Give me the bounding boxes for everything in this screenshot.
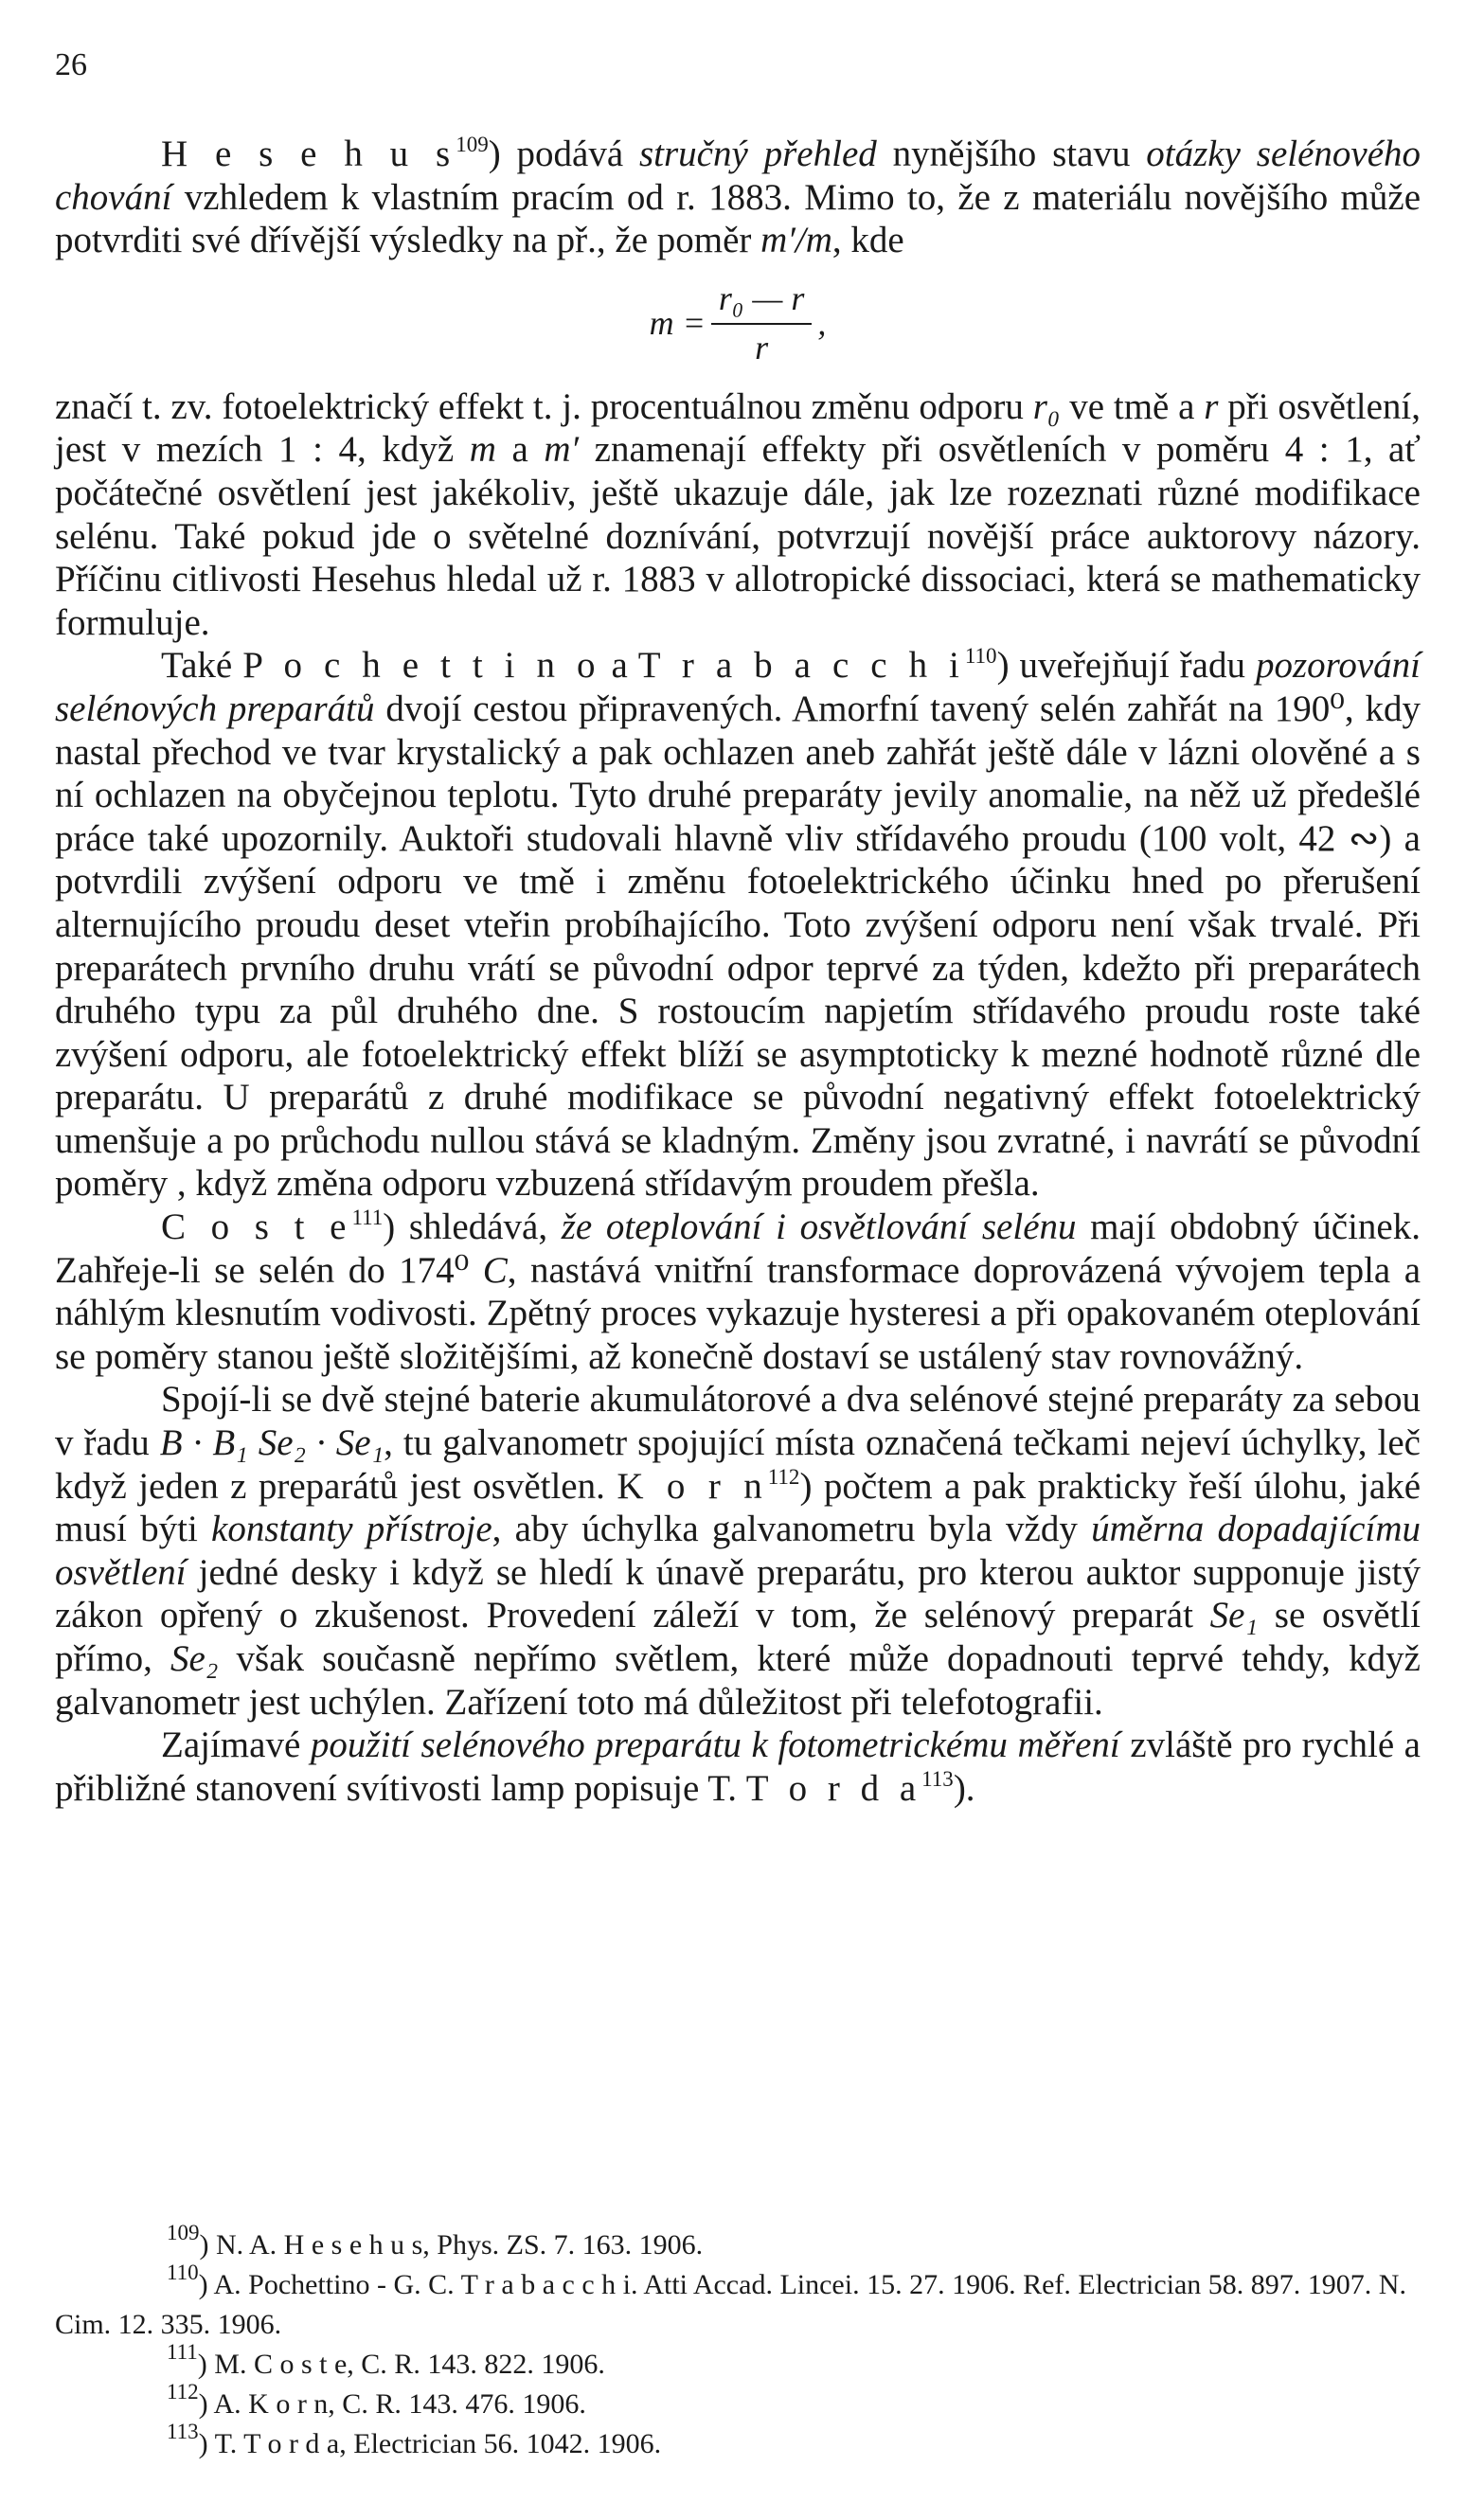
footnote: $^{111}$) M. C o s t e, C. R. 143. 822. 1906. (167, 2340, 605, 2380)
footnote-ref: 113 (921, 1766, 954, 1791)
author-name: H e s e h u s (161, 134, 456, 174)
footnote: $^{110}$) A. Pochettino - G. C. T r a b a c c h i. Atti Accad. Lincei. 15. 27. 1906. Ref. Electrician 58. 897. 1907. N. Cim. 12. 335. 1906. (55, 2261, 1406, 2340)
page-number: 26 (55, 47, 87, 82)
fraction (711, 277, 813, 369)
paragraph-hesehus: H e s e h u $s^{109}$) podává stručný přehled nynějšího stavu otázky selénového chování vzhledem k vlastním pracím od r. 1883. Mimo to, že z materiálu novějšího může potvrditi své dřívější výsledky na př., že poměr m′/m, kde (55, 133, 1421, 261)
author-name: K o r n (617, 1465, 768, 1507)
fraction-denominator: r (755, 328, 769, 366)
footnote-ref: 110 (964, 644, 997, 669)
paragraph-coste: C o s t $e^{111}$) shledává, že oteplování i osvětlování selénu mají obdobný účinek. Zahřeje-li se selén do 174⁰ C, nastává vnitřní transformace doprovázená vývojem tepla a náhlým klesnutím vodivosti. Zpětný proces vykazuje hysteresi a při opakovaném oteplování se poměry stanou ještě složitějšími, až konečně dostaví se ustálený stav rovnovážný. (55, 1206, 1421, 1377)
footnote: $^{113}$) T. T o r d a, Electrician 56. 1042. 1906. (167, 2420, 662, 2459)
paragraph-torda: Zajímavé použití selénového preparátu k fotometrickému měření zvláště pro rychlé a přibližné stanovení svítivosti lamp popisuje T. T o r d $a^{113}$). (55, 1725, 1421, 1809)
fraction-numerator: r₀ — r (711, 277, 813, 325)
paragraph-after-formula: značí t. zv. fotoelektrický effekt t. j. procentuálnou změnu odporu r₀ ve tmě a r při osvětlení, jest v mezích 1 : 4, když m a m′ znamenají effekty při osvětleních v poměru 4 : 1, ať počátečné osvětlení jest jakékoliv, ještě ukazuje dále, jak lze rozeznati různé modifikace selénu. Také pokud jde o světelné doznívání, potvrzují novější práce auktorovy názory. Příčinu citlivosti Hesehus hledal už r. 1883 v allotropické dissociaci, která se mathematicky formuluje. (55, 385, 1421, 643)
footnote: $^{112}$) A. K o r n, C. R. 143. 476. 1906. (167, 2380, 586, 2420)
author-name: T o r d a (745, 1767, 922, 1809)
formula: m = $\frac{\text{r₀ — r}}{r}$ , (55, 262, 1421, 385)
main-text (55, 133, 1421, 1810)
footnote-ref: 112 (767, 1464, 800, 1489)
footnotes (55, 2221, 1421, 2464)
footnote-ref: 109 (456, 133, 489, 156)
author-name: T r a b a c c h i (637, 645, 965, 687)
author-name: P o c h e t t i n o (242, 645, 601, 687)
author-name: C o s t e (161, 1206, 352, 1248)
paragraph-korn: Spojí-li se dvě stejné baterie akumulátorové a dva selénové stejné preparáty za sebou v řadu B · B₁ Se₂ · Se₁, tu galvanometr spojující místa označená tečkami nejeví úchylky, leč když jeden z preparátů jest osvětlen. K o r $n^{112}$) počtem a pak prakticky řeší úlohu, jaké musí býti konstanty přístroje, aby úchylka galvanometru byla vždy úměrna dopadajícímu osvětlení jedné desky i když se hledí k únavě preparátu, pro kterou auktor supponuje jistý zákon opřený o zkušenost. Provedení záleží v tom, že selénový preparát Se₁ se osvětlí přímo, Se₂ však současně nepřímo světlem, které může dopadnouti teprvé tehdy, když galvanometr jest uchýlen. Zařízení toto má důležitost při telefotografii. (55, 1379, 1421, 1723)
paragraph-pochettino: Také P o c h e t t i n o a T r a b a c c h $i^{110}$) uveřejňují řadu pozorování selénových preparátů dvojí cestou připravených. Amorfní tavený selén zahřát na 190⁰, kdy nastal přechod ve tvar krystalický a pak ochlazen aneb zahřát ještě dále v lázni olověné a s ní ochlazen na obyčejnou teplotu. Tyto druhé preparáty jevily anomalie, na něž už předešlé práce také upozornily. Auktoři studovali hlavně vliv střídavého proudu (100 volt, 42 ∾) a potvrdili zvýšení odporu ve tmě i změnu fotoelektrického účinku hned po přerušení alternujícího proudu deset vteřin probíhajícího. Toto zvýšení odporu není však trvalé. Při preparátech prvního druhu vrátí se původní odpor teprvé za týden, kdežto při preparátech druhého typu za půl druhého dne. S rostoucím napjetím střídavého proudu roste také zvýšení odporu, ale fotoelektrický effekt blíží se asymptoticky k mezné hodnotě různé dle preparátu. U preparátů z druhé modifikace se původní negativný effekt fotoelektrický umenšuje a po průchodu nullou stává se kladným. Změny jsou zvratné, i navrátí se původní poměry , když změna odporu vzbuzená střídavým proudem přešla. (55, 644, 1421, 1205)
footnote-ref: 111 (351, 1206, 384, 1230)
footnote: $^{109}$) N. A. H e s e h u s, Phys. ZS. 7. 163. 1906. (167, 2221, 704, 2261)
